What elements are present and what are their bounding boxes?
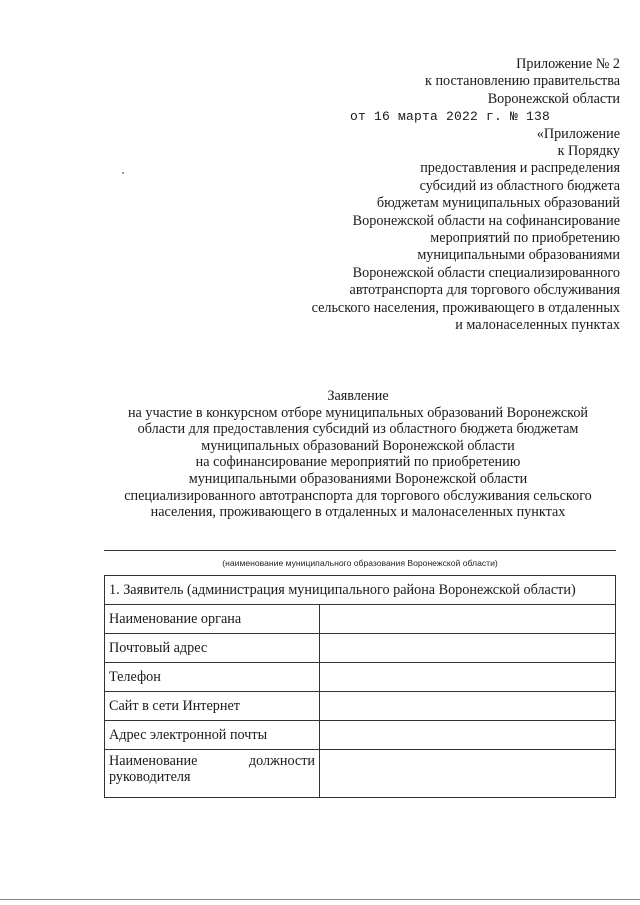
scan-speck [122, 172, 124, 174]
appendix-number: Приложение № 2 [516, 56, 620, 72]
application-subtitle-line: населения, проживающего в отдаленных и малонаселенных пунктах [150, 504, 566, 521]
field-value-website[interactable] [320, 692, 616, 721]
application-subtitle-line: муниципальными образованиями Воронежской области [188, 470, 528, 487]
appendix-region: Воронежской области [487, 90, 620, 107]
appendix-text-line: автотранспорта для торгового обслуживания [349, 282, 620, 299]
field-label-postal-address: Почтовый адрес [105, 634, 320, 663]
field-value-postal-address[interactable] [320, 634, 616, 663]
appendix-text-line: Воронежской области на софинансирование [352, 212, 620, 229]
municipality-name-caption: (наименование муниципального образования Воронежской области) [222, 558, 498, 568]
appendix-resolution: к постановлению правительства [425, 73, 620, 90]
field-value-organ-name[interactable] [320, 605, 616, 634]
appendix-text-line: мероприятий по приобретению [430, 230, 620, 247]
field-label-word: должности [248, 753, 315, 769]
appendix-text-line: субсидий из областного бюджета [419, 177, 620, 194]
application-subtitle-line: специализированного автотранспорта для торгового обслуживания сельского [124, 487, 592, 504]
appendix-procedure: к Порядку [557, 143, 620, 160]
appendix-date-number: от 16 марта 2022 г. № 138 [349, 109, 550, 125]
field-label-email: Адрес электронной почты [105, 721, 320, 750]
application-subtitle-line: муниципальных образований Воронежской области [201, 437, 515, 454]
appendix-header [260, 56, 620, 335]
application-subtitle-line: на участие в конкурсном отборе муниципальных образований Воронежской [127, 404, 589, 421]
page-bottom-rule [0, 899, 640, 900]
field-label-website: Сайт в сети Интернет [105, 692, 320, 721]
appendix-text-line: и малонаселенных пунктах [455, 317, 620, 334]
field-label-phone: Телефон [105, 663, 320, 692]
table-row [105, 605, 616, 634]
application-heading: Заявление [327, 388, 389, 404]
table-row [105, 721, 616, 750]
field-value-email[interactable] [320, 721, 616, 750]
table-row [105, 692, 616, 721]
appendix-quote-start: «Приложение [536, 125, 620, 142]
field-value-phone[interactable] [320, 663, 616, 692]
appendix-text-line: бюджетам муниципальных образований [376, 195, 620, 212]
field-value-head-position[interactable] [320, 750, 616, 798]
application-subtitle-line: области для предоставления субсидий из областного бюджета бюджетам [137, 421, 579, 438]
appendix-text-line: сельского населения, проживающего в отдаленных [311, 299, 620, 316]
table-row [105, 663, 616, 692]
applicant-section-header: 1. Заявитель (администрация муниципального района Воронежской области) [105, 576, 616, 605]
municipality-name-line[interactable] [104, 550, 616, 551]
table-header-row [105, 576, 616, 605]
appendix-text-line: муниципальными образованиями [417, 247, 620, 264]
application-subtitle-line: на софинансирование мероприятий по приобретению [195, 454, 521, 471]
appendix-text-line: Воронежской области специализированного [352, 264, 620, 281]
field-label-word: руководителя [109, 769, 191, 785]
application-title-block [100, 388, 616, 521]
field-label-organ-name: Наименование органа [105, 605, 320, 634]
appendix-text-line: предоставления и распределения [420, 160, 620, 177]
applicant-form-table [104, 575, 616, 798]
field-label-head-position [105, 750, 320, 798]
field-label-word: Наименование [109, 753, 198, 769]
table-row [105, 634, 616, 663]
table-row [105, 750, 616, 798]
